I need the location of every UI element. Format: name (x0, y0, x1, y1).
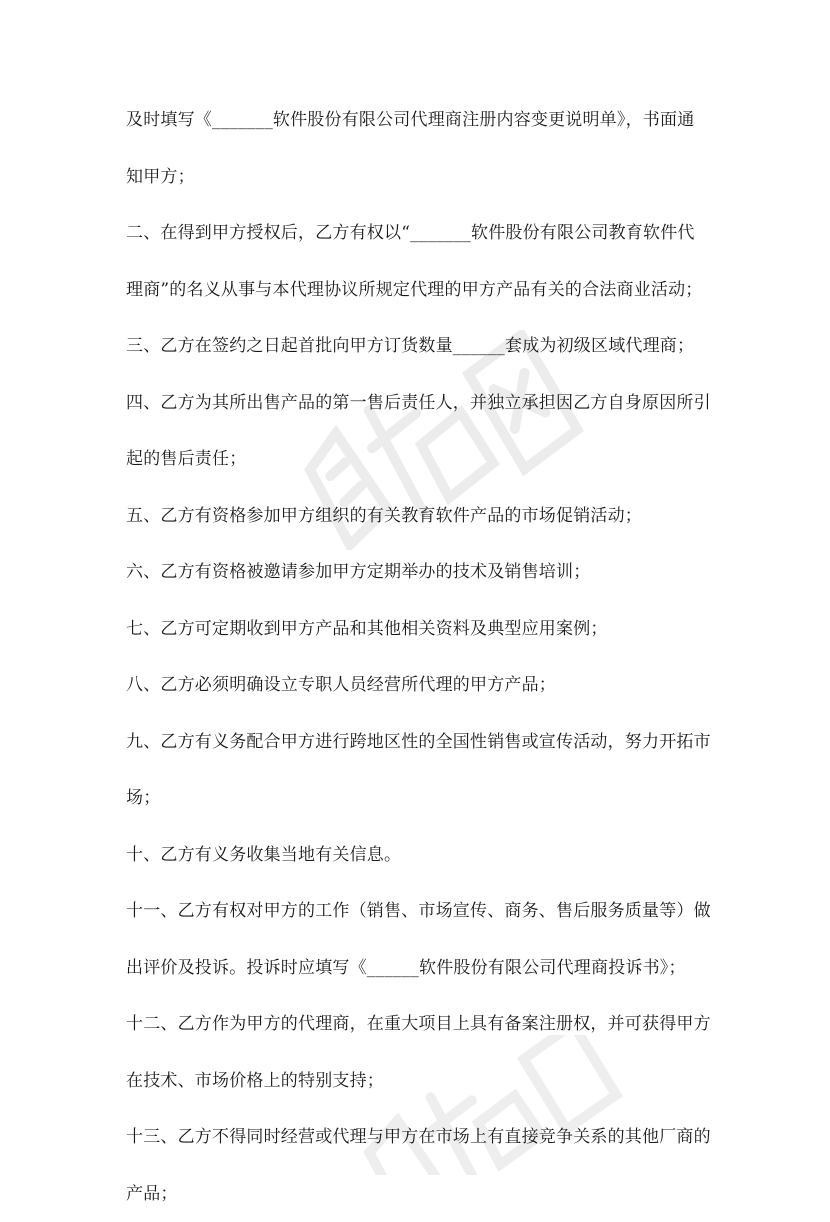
text-line: 场； (126, 770, 716, 827)
text-line: 产品； (126, 1166, 716, 1222)
text-line: 及时填写《_______软件股份有限公司代理商注册内容变更说明单》，书面通 (126, 92, 716, 149)
clause-2: 二、在得到甲方授权后，乙方有权以“_______软件股份有限公司教育软件代 (126, 205, 716, 262)
clause-10: 十、乙方有义务收集当地有关信息。 (126, 827, 716, 884)
clause-11: 十一、乙方有权对甲方的工作（销售、市场宣传、商务、售后服务质量等）做 (126, 883, 716, 940)
text-line: 知甲方； (126, 149, 716, 206)
clause-7: 七、乙方可定期收到甲方产品和其他相关资料及典型应用案例； (126, 601, 716, 658)
clause-13: 十三、乙方不得同时经营或代理与甲方在市场上有直接竞争关系的其他厂商的 (126, 1109, 716, 1166)
clause-9: 九、乙方有义务配合甲方进行跨地区性的全国性销售或宣传活动，努力开拓市 (126, 714, 716, 771)
clause-5: 五、乙方有资格参加甲方组织的有关教育软件产品的市场促销活动； (126, 488, 716, 545)
clause-8: 八、乙方必须明确设立专职人员经营所代理的甲方产品； (126, 657, 716, 714)
text-line: 起的售后责任； (126, 431, 716, 488)
clause-3: 三、乙方在签约之日起首批向甲方订货数量______套成为初级区域代理商； (126, 318, 716, 375)
text-line: 出评价及投诉。投诉时应填写《______软件股份有限公司代理商投诉书》； (126, 940, 716, 997)
text-line: 在技术、市场价格上的特别支持； (126, 1053, 716, 1110)
document-body (126, 92, 716, 1222)
clause-12: 十二、乙方作为甲方的代理商，在重大项目上具有备案注册权，并可获得甲方 (126, 996, 716, 1053)
text-line: 理商”的名义从事与本代理协议所规定代理的甲方产品有关的合法商业活动； (126, 262, 716, 319)
clause-6: 六、乙方有资格被邀请参加甲方定期举办的技术及销售培训； (126, 544, 716, 601)
clause-4: 四、乙方为其所出售产品的第一售后责任人，并独立承担因乙方自身原因所引 (126, 375, 716, 432)
